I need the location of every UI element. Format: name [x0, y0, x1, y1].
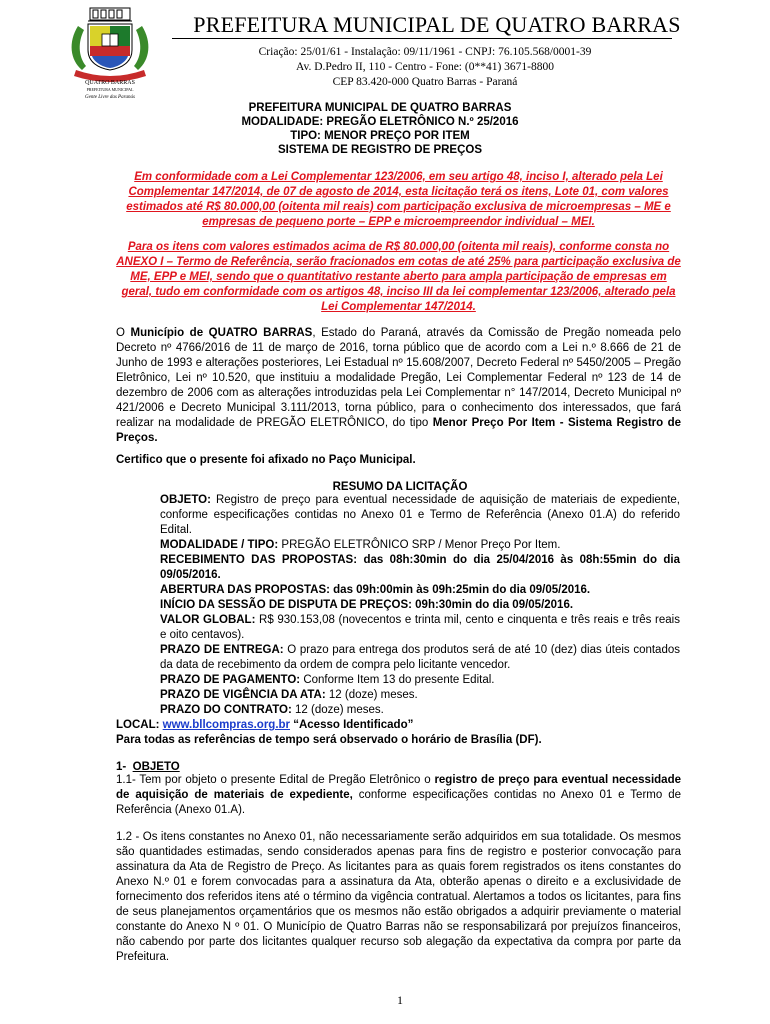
section-1-2: 1.2 - Os itens constantes no Anexo 01, não necessariamente serão adquiridos em sua totalidade. Os mesmos são quantidades estimadas, sendo considerados apenas para fins de registro e posterior convocação para assinatura da Ata de Registro de Preço. As licitantes para as quais forem registrados os itens constantes do Anexo N.º 01 e forem convocadas para a assinatura da Ata, obterão apenas o direito e a exclusividade de fornecimento dos referidos itens até o término da vigência contratual. Alertamos a todos os licitantes, para fins de seus planejamentos orçamentários que os mesmos não estão obrigados a adquirir previamente o material constante do Anexo N º 01. O Município de Quatro Barras não se responsabilizará por prejuízos financeiros, não cabendo por parte dos licitantes qualquer recurso sob alegação da expectativa da compra por parte da Prefeitura.: [116, 831, 681, 963]
summary-contract-term: PRAZO DO CONTRATO: 12 (doze) meses.: [160, 704, 384, 716]
header-line-1: Criação: 25/01/61 - Instalação: 09/11/1961 - CNPJ: 76.105.568/0001-39: [258, 46, 592, 58]
summary-proposals-receipt: RECEBIMENTO DAS PROPOSTAS: das 08h:30min do dia 25/04/2016 às 08h:55min do dia 09/05/2016.: [160, 554, 680, 581]
title-line-4: SISTEMA DE REGISTRO DE PREÇOS: [277, 144, 483, 156]
summary-object: OBJETO: Registro de preço para eventual necessidade de aquisição de materiais de expediente, conforme especificações contidas no Anexo 01 e Termo de Referência (Anexo 01.A) do referido Edital.: [160, 494, 680, 536]
municipality-name: Município de QUATRO BARRAS: [130, 327, 313, 339]
exclusive-participation-notice: Em conformidade com a Lei Complementar 123/2006, em seu artigo 48, inciso I, alterado pela Lei Complementar 147/2014, de 07 de agosto de 2014, esta licitação terá os itens, Lote 01, com valores estimados até R$ 80.000,00 (oitenta mil reais) com participação exclusiva de microempresas – ME e empresas de pequeno porte – EPP e microempreendor individual – MEI.: [126, 171, 671, 228]
page-number: 1: [397, 993, 403, 1007]
crest-caption: QUATRO BARRAS: [85, 80, 135, 86]
certification-note: Certifico que o presente foi afixado no Paço Municipal.: [116, 454, 416, 466]
procurement-type: Menor Preço Por Item - Sistema Registro de Preços.: [116, 417, 681, 444]
crest-subcaption: PREFEITURA MUNICIPAL: [86, 87, 134, 92]
summary-proposals-opening: ABERTURA DAS PROPOSTAS: das 09h:00min às 09h:25min do dia 09/05/2016.: [160, 584, 591, 596]
summary-dispute-start: INÍCIO DA SESSÃO DE DISPUTA DE PREÇOS: 09h:30min do dia 09/05/2016.: [160, 599, 574, 611]
summary-delivery-term: PRAZO DE ENTREGA: O prazo para entrega dos produtos será de até 10 (dez) dias úteis contados da data de recebimento da ordem de compra pelo licitante vencedor.: [160, 644, 680, 671]
title-line-1: PREFEITURA MUNICIPAL DE QUATRO BARRAS: [248, 102, 512, 114]
page-title: PREFEITURA MUNICIPAL DE QUATRO BARRAS: [193, 12, 681, 37]
bll-compras-link[interactable]: www.bllcompras.org.br: [162, 719, 291, 731]
summary-modality: MODALIDADE / TIPO: PREGÃO ELETRÔNICO SRP / Menor Preço Por Item.: [160, 539, 561, 551]
title-line-2: MODALIDADE: PREGÃO ELETRÔNICO N.º 25/2016: [241, 116, 519, 128]
quota-notice: Para os itens com valores estimados acima de R$ 80.000,00 (oitenta mil reais), conforme consta no ANEXO I – Termo de Referência, serão fracionados em cotas de até 25% para participação exclusiva de ME, EPP e MEI, sendo que o quantitativo restante aberto para ampla participação de empresas em geral, tudo em conformidade com os artigos 48, inciso III da lei complementar 123/2006, alterado pela Lei Complementar 147/2014.: [116, 241, 681, 313]
summary-block: [160, 493, 680, 718]
crest-motto: Gente Livre das Paranás: [85, 95, 135, 100]
title-line-3: TIPO: MENOR PREÇO POR ITEM: [290, 130, 470, 142]
location-line: LOCAL: www.bllcompras.org.br “Acesso Identificado”: [116, 719, 414, 731]
header-line-3: CEP 83.420-000 Quatro Barras - Paraná: [332, 76, 518, 88]
municipal-crest: [64, 4, 164, 100]
summary-validity-term: PRAZO DE VIGÊNCIA DA ATA: 12 (doze) meses.: [160, 689, 418, 701]
section-1-1: 1.1- Tem por objeto o presente Edital de Pregão Eletrônico o registro de preço para eventual necessidade de aquisição de materiais de expediente, conforme especificações contidas no Anexo 01 e Termo de Referência (Anexo 01.A).: [116, 774, 681, 816]
summary-payment-term: PRAZO DE PAGAMENTO: Conforme Item 13 do presente Edital.: [160, 674, 495, 686]
header-line-2: Av. D.Pedro II, 110 - Centro - Fone: (0**41) 3671-8800: [296, 61, 554, 73]
header-divider: [172, 38, 672, 39]
time-reference-note: Para todas as referências de tempo será observado o horário de Brasília (DF).: [116, 734, 542, 746]
summary-global-value: VALOR GLOBAL: R$ 930.153,08 (novecentos e trinta mil, cento e cinquenta e três reais e três reais e oito centavos).: [160, 614, 680, 641]
summary-title: RESUMO DA LICITAÇÃO: [332, 481, 468, 493]
intro-paragraph: O Município de QUATRO BARRAS, Estado do Paraná, através da Comissão de Pregão nomeada pelo Decreto nº 4766/2016 de 11 de março de 2016, torna público que de acordo com a Lei n.º 8.666 de 21 de Junho de 1993 e alterações posteriores, Lei Estadual nº 15.608/2007, Decreto Federal nº 5450/2005 – Pregão Eletrônico, Lei nº 10.520, que instituiu a modalidade Pregão, Lei Complementar Federal nº 123 de 14 de dezembro de 2006 com as alterações introduzidas pela Lei Complementar n° 147/2014, Decreto Municipal nº 421/2006 e Decreto Municipal 3.111/2013, torna público, para o conhecimento dos interessados, que fará realizar na modalidade de PREGÃO ELETRÔNICO, do tipo Menor Preço Por Item - Sistema Registro de Preços.: [116, 327, 681, 444]
section-1-heading: 1- OBJETO: [116, 761, 180, 773]
